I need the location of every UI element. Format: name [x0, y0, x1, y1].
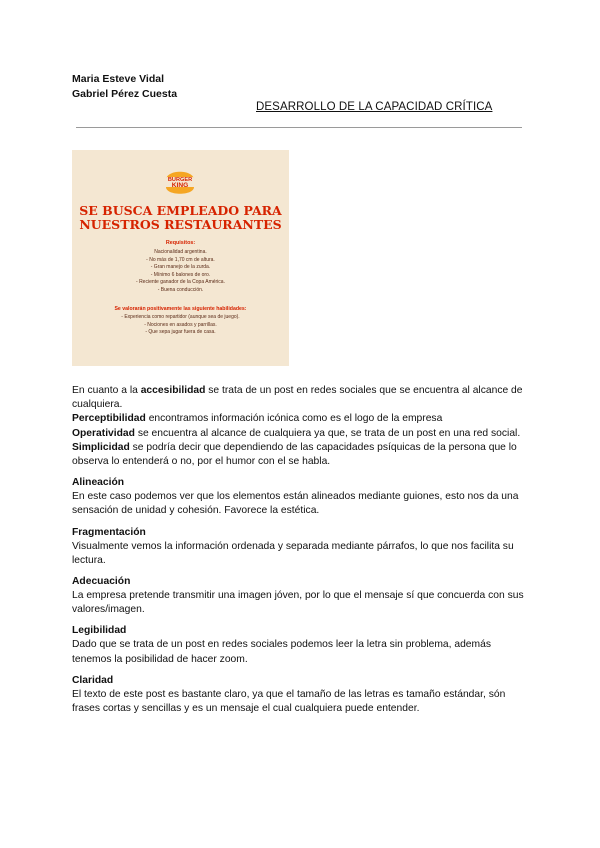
paragraph-operatividad — [72, 427, 532, 441]
ad-requirements-title: Requisitos: — [165, 240, 196, 246]
text-span: se trata de un post en redes sociales que se encuentra al alcance de cualquiera. — [72, 385, 523, 411]
job-ad-image — [72, 150, 289, 366]
burger-king-logo-icon — [164, 165, 196, 199]
section-text: En este caso podemos ver que los elementos están alineados mediante guiones, esto nos da una sensación de unidad y cohesión. Favorece la estética. — [72, 491, 519, 517]
text-span: En cuanto a la — [72, 385, 141, 396]
author-name: Gabriel Pérez Cuesta — [72, 88, 178, 100]
section-text: El texto de este post es bastante claro, ya que el tamaño de las letras es tamaño estándar, són frases cortas y sencillas y es un mensaje el cual cualquiera puede entender. — [72, 688, 506, 715]
heading-alineacion: Alineación — [72, 477, 125, 489]
term-accesibilidad: accesibilidad — [140, 385, 206, 396]
ad-requirements-list — [72, 249, 289, 295]
ad-bonus-item: - Experiencia como repartidor (aunque sea de juego). — [121, 314, 240, 320]
text-span: se podría decir que dependiendo de las capacidades psíquicas de la persona que lo observa lo entenderá o no, por el humor con el se habla. — [72, 441, 517, 468]
ad-requirement: - Buena conducción. — [157, 286, 204, 293]
ad-requirement: - Gran manejo de la zurda. — [150, 264, 211, 271]
ad-bonus-list — [72, 314, 289, 337]
section-text: Visualmente vemos la información ordenada y separada mediante párrafos, lo que nos facilita su lectura. — [72, 540, 514, 566]
heading-claridad: Claridad — [72, 674, 114, 686]
section-text: Dado que se trata de un post en redes sociales podemos leer la letra sin problema, además tenemos la posibilidad de hacer zoom. — [72, 639, 491, 665]
section-text: La empresa pretende transmitir una imagen jóven, por lo que el mensaje sí que concuerda con sus valores/imagen. — [72, 590, 524, 616]
divider — [76, 127, 522, 128]
author-name: Maria Esteve Vidal — [72, 73, 165, 85]
text-span: se encuentra al alcance de cualquiera ya que, se trata de un post en una red social. — [134, 427, 521, 439]
ad-bonus-title: Se valorarán positivamente las siguiente habilidades: — [114, 306, 247, 312]
paragraph-perceptibilidad — [72, 412, 532, 426]
document-title: DESARROLLO DE LA CAPACIDAD CRÍTICA — [256, 101, 493, 113]
ad-headline — [72, 204, 289, 232]
logo-text-bottom: KING — [171, 182, 189, 189]
paragraph-accesibilidad — [72, 384, 532, 412]
term-perceptibilidad: Perceptibilidad — [72, 413, 146, 425]
ad-bonus-item: - Que sepa jugar fuera de casa. — [145, 329, 216, 336]
term-operatividad: Operatividad — [72, 427, 135, 439]
paragraph-simplicidad — [72, 441, 532, 469]
text-span: encontramos información icónica como es el logo de la empresa — [145, 413, 443, 425]
ad-headline-line: SE BUSCA EMPLEADO PARA — [79, 203, 282, 218]
ad-requirement: - Mínimo 6 balones de oro. — [150, 271, 211, 278]
ad-requirement: Nacionalidad argentina. — [154, 249, 207, 255]
heading-adecuacion: Adecuación — [72, 576, 131, 588]
ad-headline-line: NUESTROS RESTAURANTES — [79, 217, 282, 232]
heading-fragmentacion: Fragmentación — [72, 526, 146, 538]
heading-legibilidad: Legibilidad — [72, 625, 127, 637]
logo-text-top: BURGER — [167, 177, 193, 184]
ad-requirement: - No más de 1,70 cm de altura. — [146, 256, 215, 263]
term-simplicidad: Simplicidad — [72, 441, 130, 453]
analysis-text — [72, 384, 532, 716]
authors — [72, 72, 177, 102]
ad-bonus-item: - Nociones en asados y parrillas. — [144, 321, 217, 328]
ad-requirement: - Reciente ganador de la Copa América. — [136, 279, 225, 286]
